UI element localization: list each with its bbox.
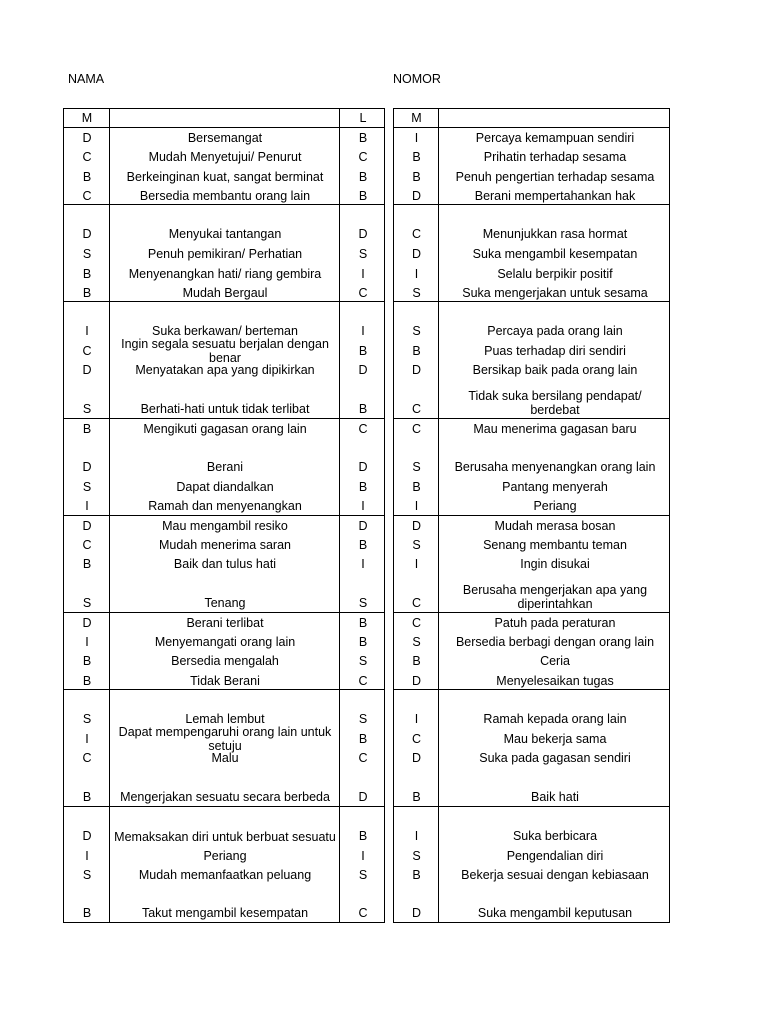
l-code: B [358,402,368,416]
trait-text: Bersemangat [187,130,263,145]
l-code: B [358,615,368,630]
trait-text: Dapat diandalkan [176,479,274,494]
nama-label: NAMA [68,72,105,86]
m-code: B [412,150,421,164]
m-code: I [414,266,419,281]
m-code: S [82,402,92,416]
l-code: I [361,557,365,571]
l-code: C [358,673,368,688]
trait-text: Patuh pada peraturan [494,615,616,630]
m-code: I [85,848,89,863]
l-code: C [358,285,368,300]
m-code: I [85,634,89,649]
trait-text: Suka pada gagasan sendiri [479,751,631,765]
m-code: D [411,518,422,533]
l-code: B [358,634,368,649]
trait-text: Mau menerima gagasan baru [473,421,637,436]
l-code: S [358,867,368,882]
m-code: C [82,537,92,552]
trait-text: Puas terhadap diri sendiri [484,343,626,358]
trait-text: Baik hati [531,790,579,804]
trait-text: Suka berbicara [512,829,598,843]
l-code: D [358,460,368,474]
trait-text: Berani terlibat [186,615,264,630]
trait-text: Ramah kepada orang lain [483,712,627,726]
column-header: L [359,111,367,125]
trait-text: Periang [203,848,247,863]
trait-text: Mau bekerja sama [503,731,607,746]
m-code: S [82,479,92,494]
m-code: B [82,673,92,688]
trait-text: Suka mengambil keputusan [477,906,633,920]
m-code: S [412,634,421,649]
l-code: I [361,324,365,338]
trait-text: Menyenangkan hati/ riang gembira [128,266,322,281]
column-header [110,109,340,127]
trait-text: Mau mengambil resiko [162,518,288,533]
m-code: D [82,363,92,377]
l-code: D [358,790,368,804]
m-code: D [411,247,422,261]
m-code: I [414,130,419,145]
left-table [63,108,385,923]
m-code: I [85,324,89,338]
m-code: S [82,596,92,610]
trait-text: Menunjukkan rasa hormat [482,227,628,241]
l-code: B [358,537,368,552]
m-code: I [85,731,89,746]
l-code: B [358,169,368,184]
right-table [393,108,670,923]
l-code: S [358,712,368,726]
trait-text: Mudah Bergaul [182,285,268,300]
l-code: S [358,654,368,668]
m-code: S [82,867,92,882]
m-code: D [82,130,92,145]
m-code: B [82,557,92,571]
trait-text: Bersedia membantu orang lain [139,188,311,203]
m-code: C [411,731,422,746]
l-code: B [358,130,368,145]
trait-text: Periang [533,499,577,513]
l-code: D [358,518,368,533]
trait-text: Malu [211,751,239,765]
column-header: M [81,111,93,125]
l-code: B [358,479,368,494]
m-code: C [411,227,422,241]
l-code: C [358,906,368,920]
m-code: B [82,421,92,436]
m-code: B [82,266,92,281]
m-code: D [411,906,422,920]
l-code: D [358,363,368,377]
trait-text: Bersedia mengalah [171,654,279,668]
trait-text: Menyatakan apa yang dipikirkan [135,363,315,377]
l-code: D [358,227,368,241]
l-code: B [358,731,368,746]
m-code: D [82,615,92,630]
trait-text: Ceria [540,654,570,668]
m-code: B [82,906,92,920]
l-code: I [361,848,365,863]
m-code: B [82,169,92,184]
trait-text: Mengikuti gagasan orang lain [143,421,307,436]
m-code: S [82,712,92,726]
trait-text: Mudah menerima saran [158,537,291,552]
m-code: B [412,343,421,358]
m-code: D [82,460,92,474]
trait-text: Percaya kemampuan sendiri [475,130,635,145]
m-code: C [82,150,92,164]
trait-text: Memaksakan diri untuk berbuat sesuatu [114,830,336,844]
m-code: B [412,790,421,804]
trait-text: Tenang [204,596,246,610]
trait-text: Ingin disukai [520,557,590,571]
trait-text: Penuh pemikiran/ Perhatian [147,247,303,261]
trait-text: Suka berkawan/ berteman [152,324,298,338]
trait-text: Tidak suka bersilang pendapat/ berdebat [468,389,642,417]
trait-text: Penuh pengertian terhadap sesama [455,169,655,184]
m-code: D [411,673,422,688]
trait-text: Bersikap baik pada orang lain [472,363,638,377]
l-code: S [358,596,368,610]
m-code: B [82,654,92,668]
trait-text: Berhati-hati untuk tidak terlibat [140,402,310,416]
trait-text: Dapat mempengaruhi orang lain untuk setuju [118,724,332,753]
l-code: C [358,421,368,436]
trait-text: Menyemangati orang lain [154,634,296,649]
m-code: B [412,479,421,494]
l-code: S [358,247,368,261]
trait-text: Mudah memanfaatkan peluang [138,867,312,882]
m-code: D [411,363,422,377]
m-code: S [412,324,421,338]
m-code: C [411,402,422,416]
column-header: M [411,111,422,125]
m-code: C [411,615,422,630]
trait-text: Selalu berpikir positif [497,266,613,281]
l-code: B [358,829,368,843]
m-code: I [414,829,419,843]
l-code: C [358,751,368,765]
trait-text: Berani [206,460,244,474]
trait-text: Mudah merasa bosan [494,518,616,533]
m-code: B [82,790,92,804]
trait-text: Suka mengerjakan untuk sesama [462,285,648,300]
m-code: D [82,518,92,533]
m-code: B [82,285,92,300]
m-code: C [82,343,92,358]
m-code: S [82,247,92,261]
trait-text: Berani mempertahankan hak [474,188,636,203]
trait-text: Menyelesaikan tugas [496,673,614,688]
trait-text: Pantang menyerah [502,479,608,494]
l-code: C [358,150,368,164]
nomor-label: NOMOR [393,72,441,86]
m-code: C [82,751,92,765]
trait-text: Ingin segala sesuatu berjalan dengan benar [121,336,329,365]
column-header [439,109,671,127]
trait-text: Mudah Menyetujui/ Penurut [148,150,302,164]
m-code: D [411,751,422,765]
trait-text: Takut mengambil kesempatan [141,906,309,920]
m-code: D [82,227,92,241]
trait-text: Menyukai tantangan [168,227,282,241]
l-code: I [361,499,365,513]
m-code: B [412,867,421,882]
m-code: C [411,421,422,436]
m-code: I [414,499,419,513]
trait-text: Berusaha menyenangkan orang lain [454,460,656,474]
trait-text: Berkeinginan kuat, sangat berminat [126,169,324,184]
m-code: S [412,848,421,863]
trait-text: Berusaha mengerjakan apa yang diperintahkan [462,583,648,611]
l-code: B [358,343,368,358]
trait-text: Bekerja sesuai dengan kebiasaan [461,867,649,882]
m-code: D [82,829,92,843]
m-code: S [412,460,421,474]
trait-text: Ramah dan menyenangkan [148,499,302,513]
l-code: B [358,188,368,203]
m-code: B [412,169,421,184]
m-code: I [85,499,89,513]
m-code: C [82,188,92,203]
trait-text: Pengendalian diri [506,848,604,863]
trait-text: Prihatin terhadap sesama [483,150,627,164]
m-code: D [411,188,422,203]
trait-text: Lemah lembut [185,712,265,726]
trait-text: Baik dan tulus hati [173,557,277,571]
m-code: I [414,557,419,571]
m-code: I [414,712,419,726]
m-code: S [412,285,421,300]
trait-text: Bersedia berbagi dengan orang lain [455,634,655,649]
l-code: I [361,266,365,281]
trait-text: Mengerjakan sesuatu secara berbeda [120,790,330,804]
trait-text: Suka mengambil kesempatan [472,247,638,261]
m-code: S [412,537,421,552]
trait-text: Senang membantu teman [483,537,627,552]
m-code: B [412,654,421,668]
m-code: C [411,596,422,610]
trait-text: Percaya pada orang lain [487,324,623,338]
trait-text: Tidak Berani [190,673,260,688]
